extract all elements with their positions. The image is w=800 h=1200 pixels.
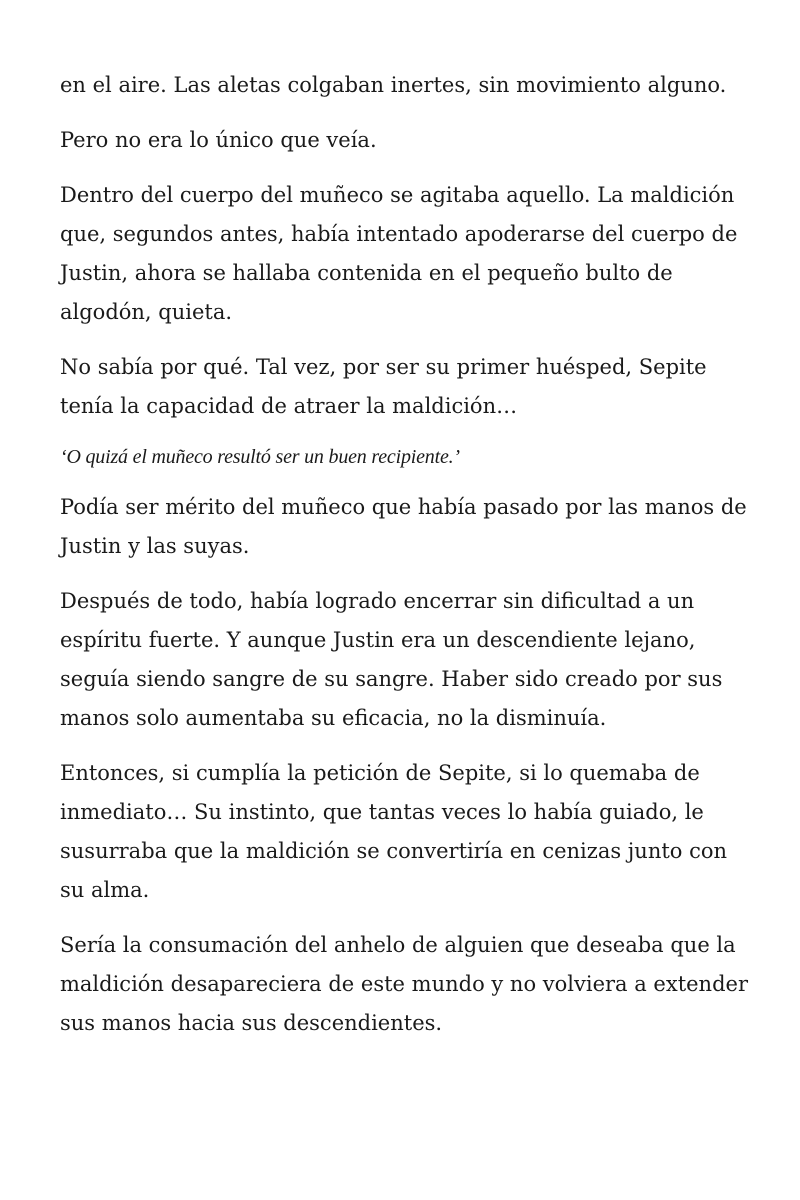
paragraph: Dentro del cuerpo del muñeco se agitaba aquello. La maldición que, segundos antes, había intentado apoderarse del cuerpo de Justin, ahora se hallaba contenida en el pequeño bulto de algodón, quieta. [60,183,738,324]
page-body [60,66,750,1059]
paragraph: Después de todo, había logrado encerrar sin dificultad a un espíritu fuerte. Y aunque Justin era un descendiente lejano, seguía siendo sangre de su sangre. Haber sido creado por sus manos solo aumentaba su eficacia, no la disminuía. [60,589,723,730]
paragraph: Sería la consumación del anhelo de alguien que deseaba que la maldición desapareciera de este mundo y no volviera a extender sus manos hacia sus descendientes. [60,933,748,1035]
paragraph: Pero no era lo único que veía. [60,128,377,152]
italic-thought-paragraph: ‘O quizá el muñeco resultó ser un buen recipiente.’ [60,446,460,468]
paragraph: No sabía por qué. Tal vez, por ser su primer huésped, Sepite tenía la capacidad de atraer la maldición… [60,355,707,418]
paragraph: Entonces, si cumplía la petición de Sepite, si lo quemaba de inmediato… Su instinto, que tantas veces lo había guiado, le susurraba que la maldición se convertiría en cenizas junto con su alma. [60,761,728,902]
paragraph: Podía ser mérito del muñeco que había pasado por las manos de Justin y las suyas. [60,495,747,558]
paragraph: en el aire. Las aletas colgaban inertes, sin movimiento alguno. [60,73,727,97]
